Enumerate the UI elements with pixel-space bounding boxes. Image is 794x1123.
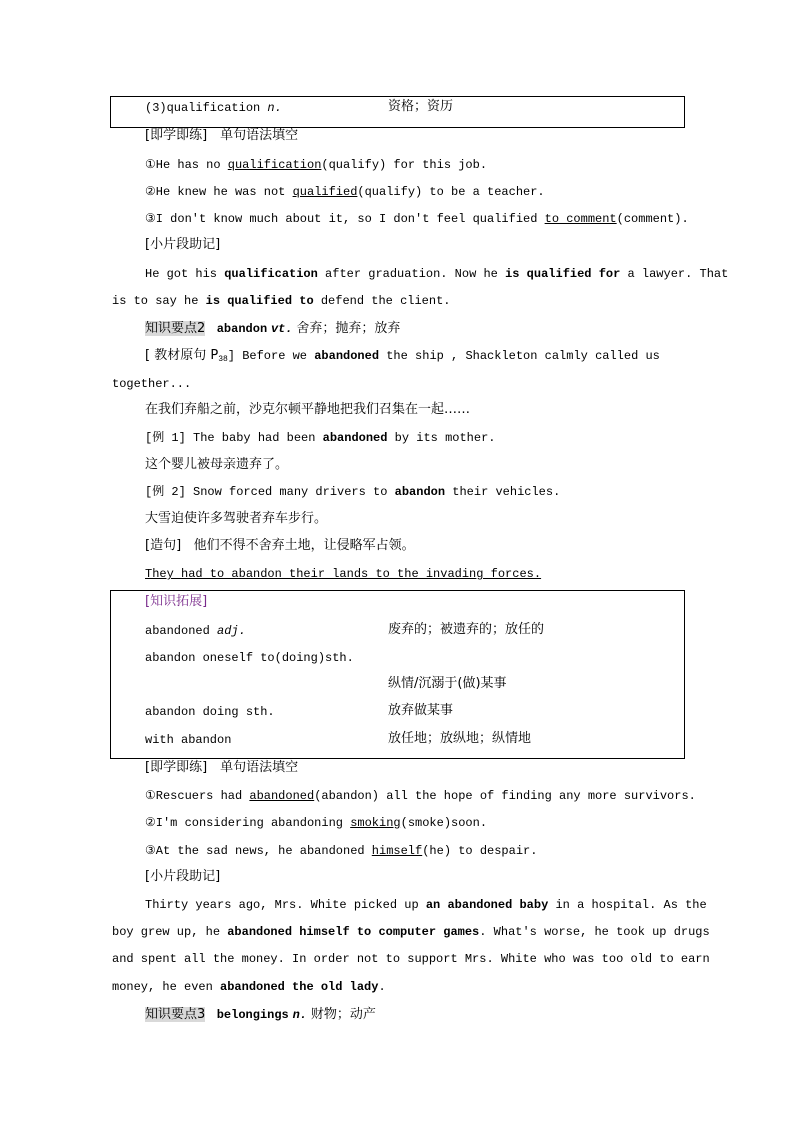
knowledge-extension-label: [知识拓展]	[145, 594, 208, 609]
example-2: [例 2] Snow forced many drivers to abandon their vehicles.	[145, 485, 561, 499]
example-1-translation: 这个婴儿被母亲遗弃了。	[145, 457, 289, 472]
extension-row-1-term: abandoned adj.	[145, 624, 246, 638]
extension-row-4-meaning: 放任地；放纵地；纵情地	[388, 731, 532, 746]
knowledge-point-2-heading: 知识要点2 abandon vt. 舍弃；抛弃；放弃	[145, 321, 401, 336]
exercise-2-q3: ③At the sad news, he abandoned himself(he) to despair.	[145, 844, 538, 858]
bold-phrase: an abandoned baby	[425, 898, 549, 912]
answer-blank: himself	[371, 844, 423, 858]
textbook-source-line-2: together...	[112, 377, 192, 391]
textbook-source-translation: 在我们弃船之前，沙克尔顿平静地把我们召集在一起……	[145, 402, 471, 417]
text-segment: . What's worse, he took up drugs	[479, 925, 710, 939]
memo-label-2: [小片段助记]	[145, 869, 221, 884]
answer-blank: abandoned	[249, 789, 315, 803]
answer-blank: to comment	[544, 212, 617, 226]
exercise-1-q2: ②He knew he was not qualified(qualify) to be a teacher.	[145, 185, 545, 199]
answer-blank: qualified	[292, 185, 358, 199]
text-segment: money, he even	[112, 980, 221, 994]
text-segment: a lawyer. That	[620, 267, 729, 281]
example-1: [例 1] The baby had been abandoned by its mother.	[145, 431, 496, 445]
bold-phrase: qualification	[224, 267, 318, 281]
textbook-source-line: [ 教材原句 $P_{38}$] Before we abandoned the ship , Shackleton calmly called us	[145, 348, 660, 364]
exercise-1-q1: ①He has no qualification(qualify) for this job.	[145, 158, 488, 172]
sentence-making: [造句] 他们不得不舍弃土地，让侵略军占领。	[145, 538, 415, 553]
extension-row-3-meaning: 放弃做某事	[388, 703, 454, 718]
text-segment: is to say he	[112, 294, 206, 308]
memo-2-line-1	[145, 897, 707, 913]
exercise-label-1: [即学即练] 单句语法填空	[145, 128, 299, 143]
text-segment: .	[378, 980, 386, 994]
exercise-label-2: [即学即练] 单句语法填空	[145, 760, 299, 775]
memo-2-line-2	[112, 924, 710, 940]
point-tag: 知识要点2	[145, 321, 206, 336]
knowledge-point-3-heading: 知识要点3 belongings n. 财物；动产	[145, 1007, 376, 1022]
answer-blank: smoking	[350, 816, 401, 830]
extension-row-2-meaning: 纵情/沉溺于(做)某事	[388, 676, 507, 691]
memo-label-1: [小片段助记]	[145, 237, 221, 252]
memo-1-line-1	[145, 266, 728, 282]
example-2-translation: 大雪迫使许多驾驶者弃车步行。	[145, 511, 328, 526]
extension-row-1-meaning: 废弃的；被遗弃的；放任的	[388, 622, 545, 637]
text-segment: and spent all the money. In order not to support Mrs. White who was too old to earn	[112, 952, 710, 966]
exercise-2-q2: ②I'm considering abandoning smoking(smoke)soon.	[145, 816, 488, 830]
exercise-1-q3: ③I don't know much about it, so I don't feel qualified to comment(comment).	[145, 212, 689, 226]
exercise-2-q1: ①Rescuers had abandoned(abandon) all the hope of finding any more survivors.	[145, 789, 696, 803]
memo-2-line-3	[112, 951, 710, 967]
bold-phrase: abandoned himself to computer games	[227, 925, 480, 939]
sentence-making-answer: They had to abandon their lands to the invading forces.	[145, 567, 542, 581]
bold-phrase: abandoned the old lady	[220, 980, 379, 994]
text-segment: in a hospital. As the	[548, 898, 707, 912]
text-segment: Thirty years ago, Mrs. White picked up	[145, 898, 426, 912]
extension-row-2-term: abandon oneself to(doing)sth.	[145, 651, 354, 665]
text-segment: boy grew up, he	[112, 925, 228, 939]
qualification-term: (3)qualification n.	[145, 101, 282, 115]
answer-blank: qualification	[227, 158, 322, 172]
qualification-meaning: 资格；资历	[388, 99, 454, 114]
point-tag: 知识要点3	[145, 1007, 206, 1022]
extension-row-4-term: with abandon	[145, 733, 232, 747]
bold-phrase: is qualified to	[205, 294, 314, 308]
memo-2-line-4	[112, 979, 386, 995]
text-segment: He got his	[145, 267, 225, 281]
text-segment: after graduation. Now he	[317, 267, 506, 281]
bold-phrase: is qualified for	[505, 267, 621, 281]
text-segment: defend the client.	[313, 294, 451, 308]
memo-1-line-2	[112, 293, 450, 309]
extension-row-3-term: abandon doing sth.	[145, 705, 275, 719]
